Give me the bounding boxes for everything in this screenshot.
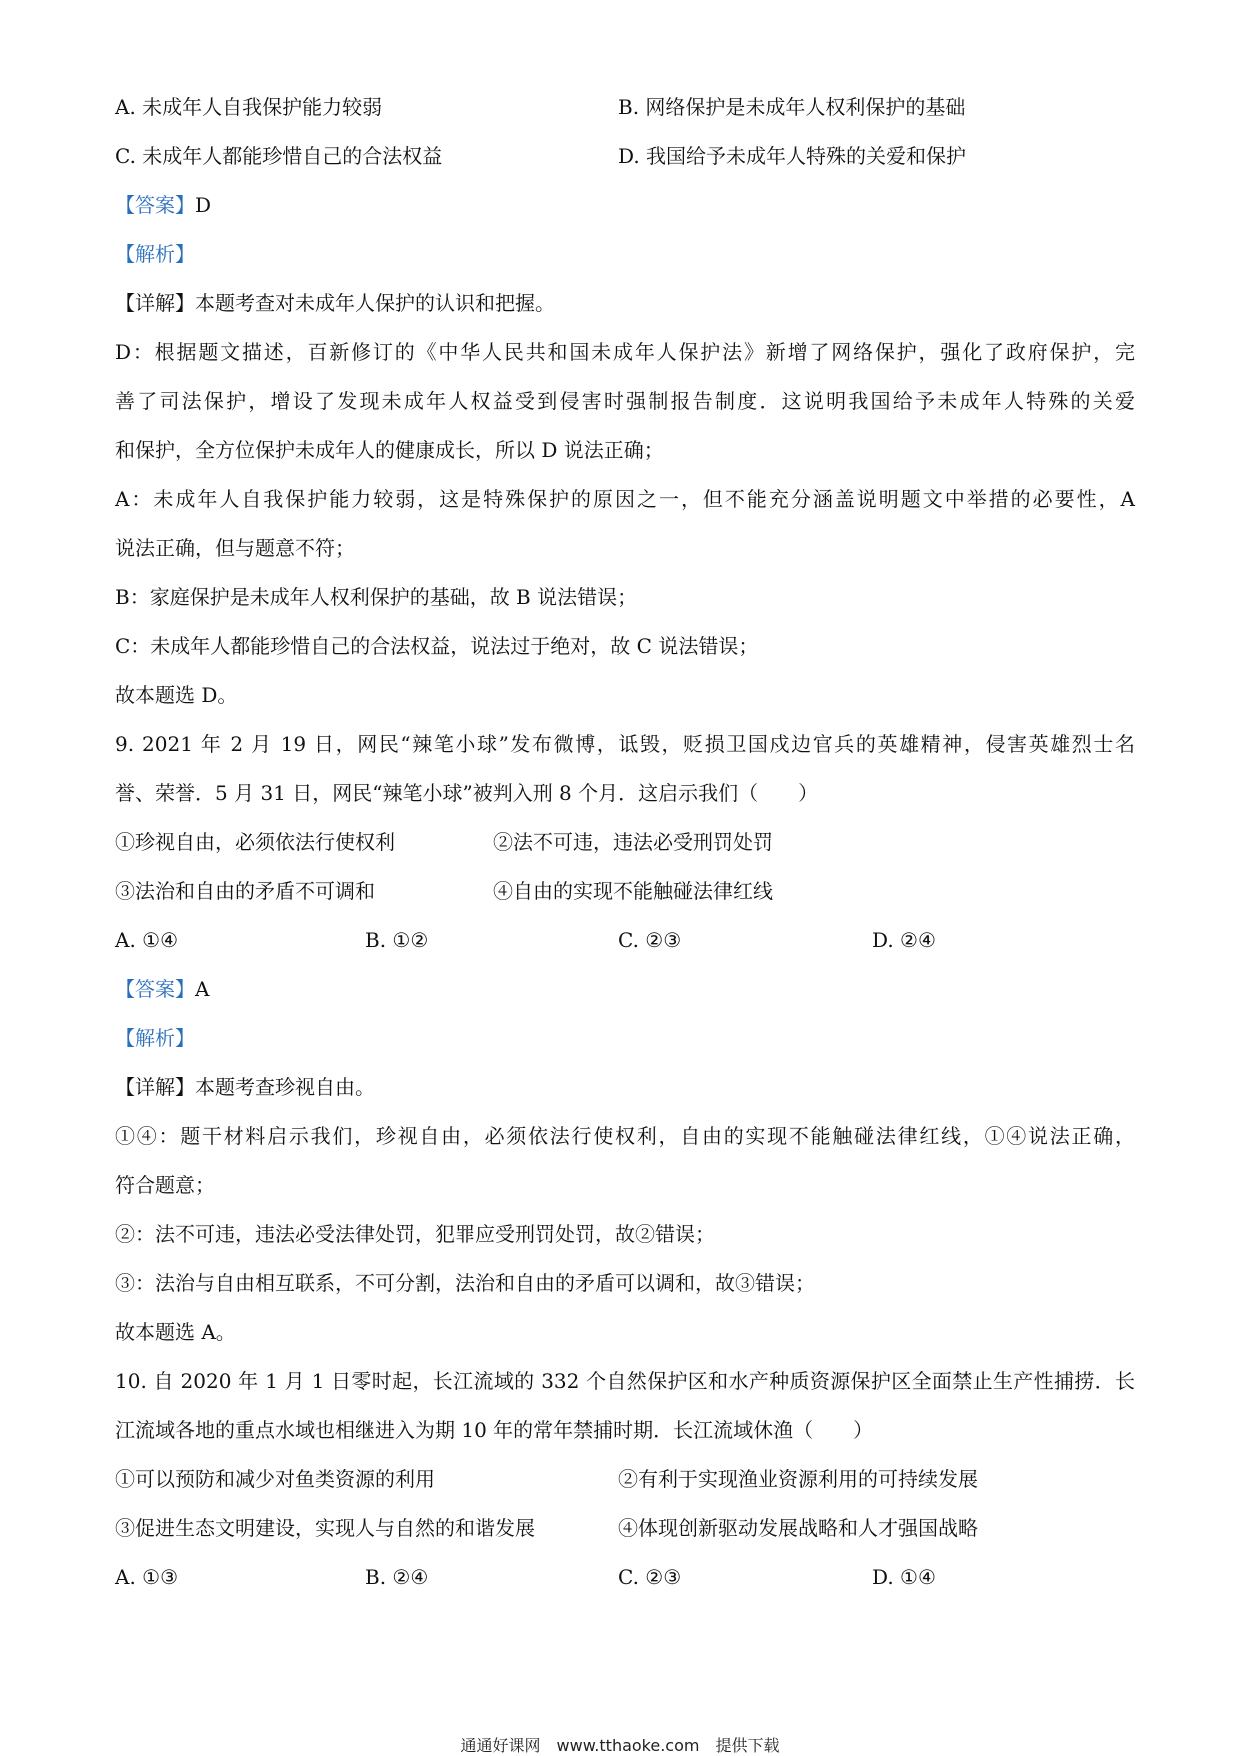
q10-stem-line: 江流域各地的重点水域也相继进入为期 10 年的常年禁捕时期．长江流域休渔（ ） [115,1418,874,1442]
q9-detail-line: 【详解】本题考查珍视自由。 [115,1075,375,1099]
q10-option: D. ①④ [872,1565,936,1589]
q8-detail-line: 善了司法保护，增设了发现未成年人权益受到侵害时强制报告制度．这说明我国给予未成年人特殊的关爱 [115,389,1135,413]
q10-statement: ④体现创新驱动发展战略和人才强国战略 [618,1516,978,1540]
q8-analysis-tag: 【解析】 [115,242,195,266]
q8-option-a: A. 未成年人自我保护能力较弱 [115,95,383,119]
q8-detail-line: C：未成年人都能珍惜自己的合法权益，说法过于绝对，故 C 说法错误； [115,634,759,658]
q8-answer [115,190,1135,220]
q9-detail-line: ③：法治与自由相互联系，不可分割，法治和自由的矛盾可以调和，故③错误； [115,1271,815,1295]
q8-option-c: C. 未成年人都能珍惜自己的合法权益 [115,144,443,168]
q8-detail-line: D：根据题文描述，百新修订的《中华人民共和国未成年人保护法》新增了网络保护，强化了政府保护，完 [115,340,1135,364]
q9-option: C. ②③ [618,928,682,952]
q9-statement: ②法不可违，违法必受刑罚处罚 [493,830,773,854]
q9-answer [115,974,1135,1004]
q8-detail-line: A：未成年人自我保护能力较弱，这是特殊保护的原因之一，但不能充分涵盖说明题文中举措的必要性，A [115,487,1135,511]
q10-option: C. ②③ [618,1565,682,1589]
q9-stem-line: 9. 2021 年 2 月 19 日，网民“辣笔小球”发布微博，诋毁，贬损卫国戍边官兵的英雄精神，侵害英雄烈士名 [115,732,1135,756]
q9-statement: ③法治和自由的矛盾不可调和 [115,879,375,903]
q9-detail-line: 符合题意； [115,1173,215,1197]
q10-option: B. ②④ [365,1565,429,1589]
answer-tag: 【答案】 [115,977,195,1001]
q10-stem-line: 10. 自 2020 年 1 月 1 日零时起，长江流域的 332 个自然保护区和水产种质资源保护区全面禁止生产性捕捞．长 [115,1369,1135,1393]
q10-statement: ②有利于实现渔业资源利用的可持续发展 [618,1467,978,1491]
answer-tag: 【答案】 [115,193,195,217]
q9-detail-line: 故本题选 A。 [115,1320,236,1344]
q9-analysis-tag: 【解析】 [115,1026,195,1050]
q9-detail-line: ①④：题干材料启示我们，珍视自由，必须依法行使权利，自由的实现不能触碰法律红线，①④说法正确， [115,1124,1135,1148]
q10-statement: ①可以预防和减少对鱼类资源的利用 [115,1467,435,1491]
q9-option: B. ①② [365,928,429,952]
q10-option: A. ①③ [115,1565,179,1589]
q9-statement: ①珍视自由，必须依法行使权利 [115,830,395,854]
q9-statement: ④自由的实现不能触碰法律红线 [493,879,773,903]
q8-detail-line: 【详解】本题考查对未成年人保护的认识和把握。 [115,291,555,315]
detail-tag: 【详解】 [115,1075,195,1099]
q8-detail-line: 故本题选 D。 [115,683,238,707]
q9-option: D. ②④ [872,928,936,952]
q8-option-d: D. 我国给予未成年人特殊的关爱和保护 [618,144,967,168]
q8-option-b: B. 网络保护是未成年人权利保护的基础 [618,95,966,119]
detail-tag: 【详解】 [115,291,195,315]
q9-stem-line: 誉、荣誉．5 月 31 日，网民“辣笔小球”被判入刑 8 个月．这启示我们（ ） [115,781,819,805]
answer-value: A [195,977,210,1001]
q8-detail-line: 和保护，全方位保护未成年人的健康成长，所以 D 说法正确； [115,438,664,462]
page-footer: 通通好课网 www.tthaoke.com 提供下载 [460,1736,780,1755]
q10-statement: ③促进生态文明建设，实现人与自然的和谐发展 [115,1516,535,1540]
q8-detail-line: B：家庭保护是未成年人权利保护的基础，故 B 说法错误； [115,585,638,609]
q9-option: A. ①④ [115,928,179,952]
q9-detail-line: ②：法不可违，违法必受法律处罚，犯罪应受刑罚处罚，故②错误； [115,1222,715,1246]
answer-value: D [195,193,212,217]
q8-detail-line: 说法正确，但与题意不符； [115,536,355,560]
